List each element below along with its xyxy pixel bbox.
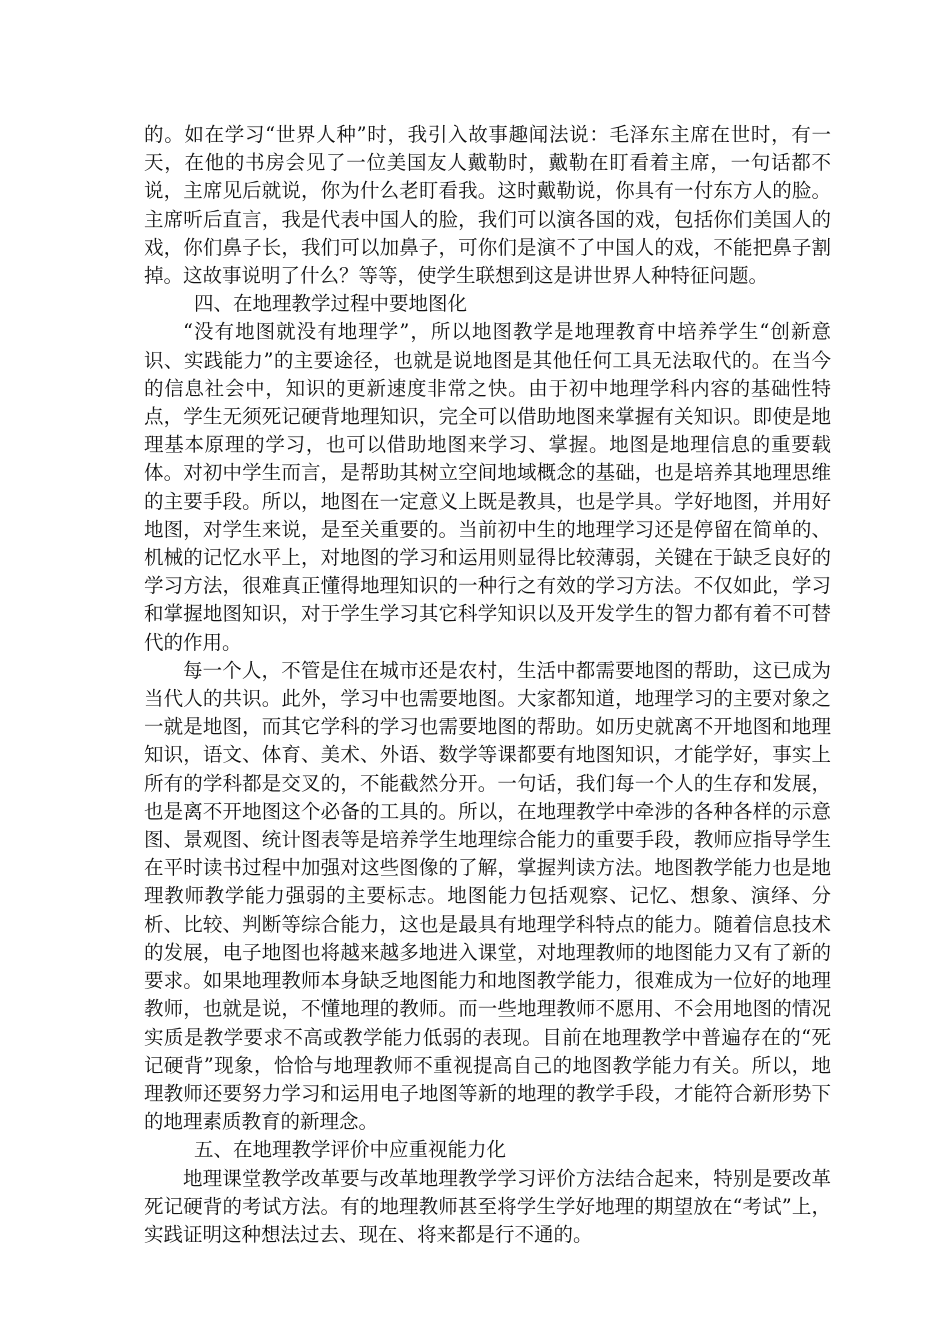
document-page [144,121,831,1249]
paragraph-map-teaching: “没有地图就没有地理学”，所以地图教学是地理教育中培养学生“创新意识、实践能力”的主要途径，也就是说地图是其他任何工具无法取代的。在当今的信息社会中，知识的更新速度非常之快。由于初中地理学科内容的基础性特点，学生无须死记硬背地理知识，完全可以借助地图来掌握有关知识。即使是地理基本原理的学习，也可以借助地图来学习、掌握。地图是地理信息的重要载体。对初中学生而言，是帮助其树立空间地域概念的基础，也是培养其地理思维的主要手段。所以，地图在一定意义上既是教具，也是学具。学好地图，并用好地图，对学生来说，是至关重要的。当前初中生的地理学习还是停留在简单的、机械的记忆水平上，对地图的学习和运用则显得比较薄弱，关键在于缺乏良好的学习方法，很难真正懂得地理知识的一种行之有效的学习方法。不仅如此，学习和掌握地图知识，对于学生学习其它科学知识以及开发学生的智力都有着不可替代的作用。 [144,320,831,654]
paragraph-map-everyday: 每一个人，不管是住在城市还是农村，生活中都需要地图的帮助，这已成为当代人的共识。此外，学习中也需要地图。大家都知道，地理学习的主要对象之一就是地图，而其它学科的学习也需要地图的帮助。如历史就离不开地图和地理知识，语文、体育、美术、外语、数学等课都要有地图知识，才能学好，事实上所有的学科都是交叉的，不能截然分开。一句话，我们每一个人的生存和发展，也是离不开地图这个必备的工具的。所以，在地理教学中牵涉的各种各样的示意图、景观图、统计图表等是培养学生地理综合能力的重要手段，教师应指导学生在平时读书过程中加强对这些图像的了解，掌握判读方法。地图教学能力也是地理教师教学能力强弱的主要标志。地图能力包括观察、记忆、想象、演绎、分析、比较、判断等综合能力，这也是最具有地理学科特点的能力。随着信息技术的发展，电子地图也将越来越多地进入课堂，对地理教师的地图能力又有了新的要求。如果地理教师本身缺乏地图能力和地图教学能力，很难成为一位好的地理教师，也就是说，不懂地理的教师。而一些地理教师不愿用、不会用地图的情况实质是教学要求不高或教学能力低弱的表现。目前在地理教学中普遍存在的“死记硬背”现象，恰恰与地理教师不重视提高自己的地图教学能力有关。所以，地理教师还要努力学习和运用电子地图等新的地理的教学手段，才能符合新形势下的地理素质教育的新理念。 [144,658,831,1134]
section-heading-4: 四、在地理教学过程中要地图化 [194,292,468,316]
paragraph-intro: 的。如在学习“世界人种”时，我引入故事趣闻法说：毛泽东主席在世时，有一天，在他的书房会见了一位美国友人戴勒时，戴勒在盯看着主席，一句话都不说，主席见后就说，你为什么老盯看我。这时戴勒说，你具有一付东方人的脸。主席听后直言，我是代表中国人的脸，我们可以演各国的戏，包括你们美国人的戏，你们鼻子长，我们可以加鼻子，可你们是演不了中国人的戏，不能把鼻子割掉。这故事说明了什么？等等，使学生联想到这是讲世界人种特征问题。 [144,123,831,288]
section-heading-5: 五、在地理教学评价中应重视能力化 [194,1138,507,1162]
paragraph-evaluation: 地理课堂教学改革要与改革地理教学学习评价方法结合起来，特别是要改革死记硬背的考试方法。有的地理教师甚至将学生学好地理的期望放在“考试”上，实践证明这种想法过去、现在、将来都是行不通的。 [144,1166,831,1246]
